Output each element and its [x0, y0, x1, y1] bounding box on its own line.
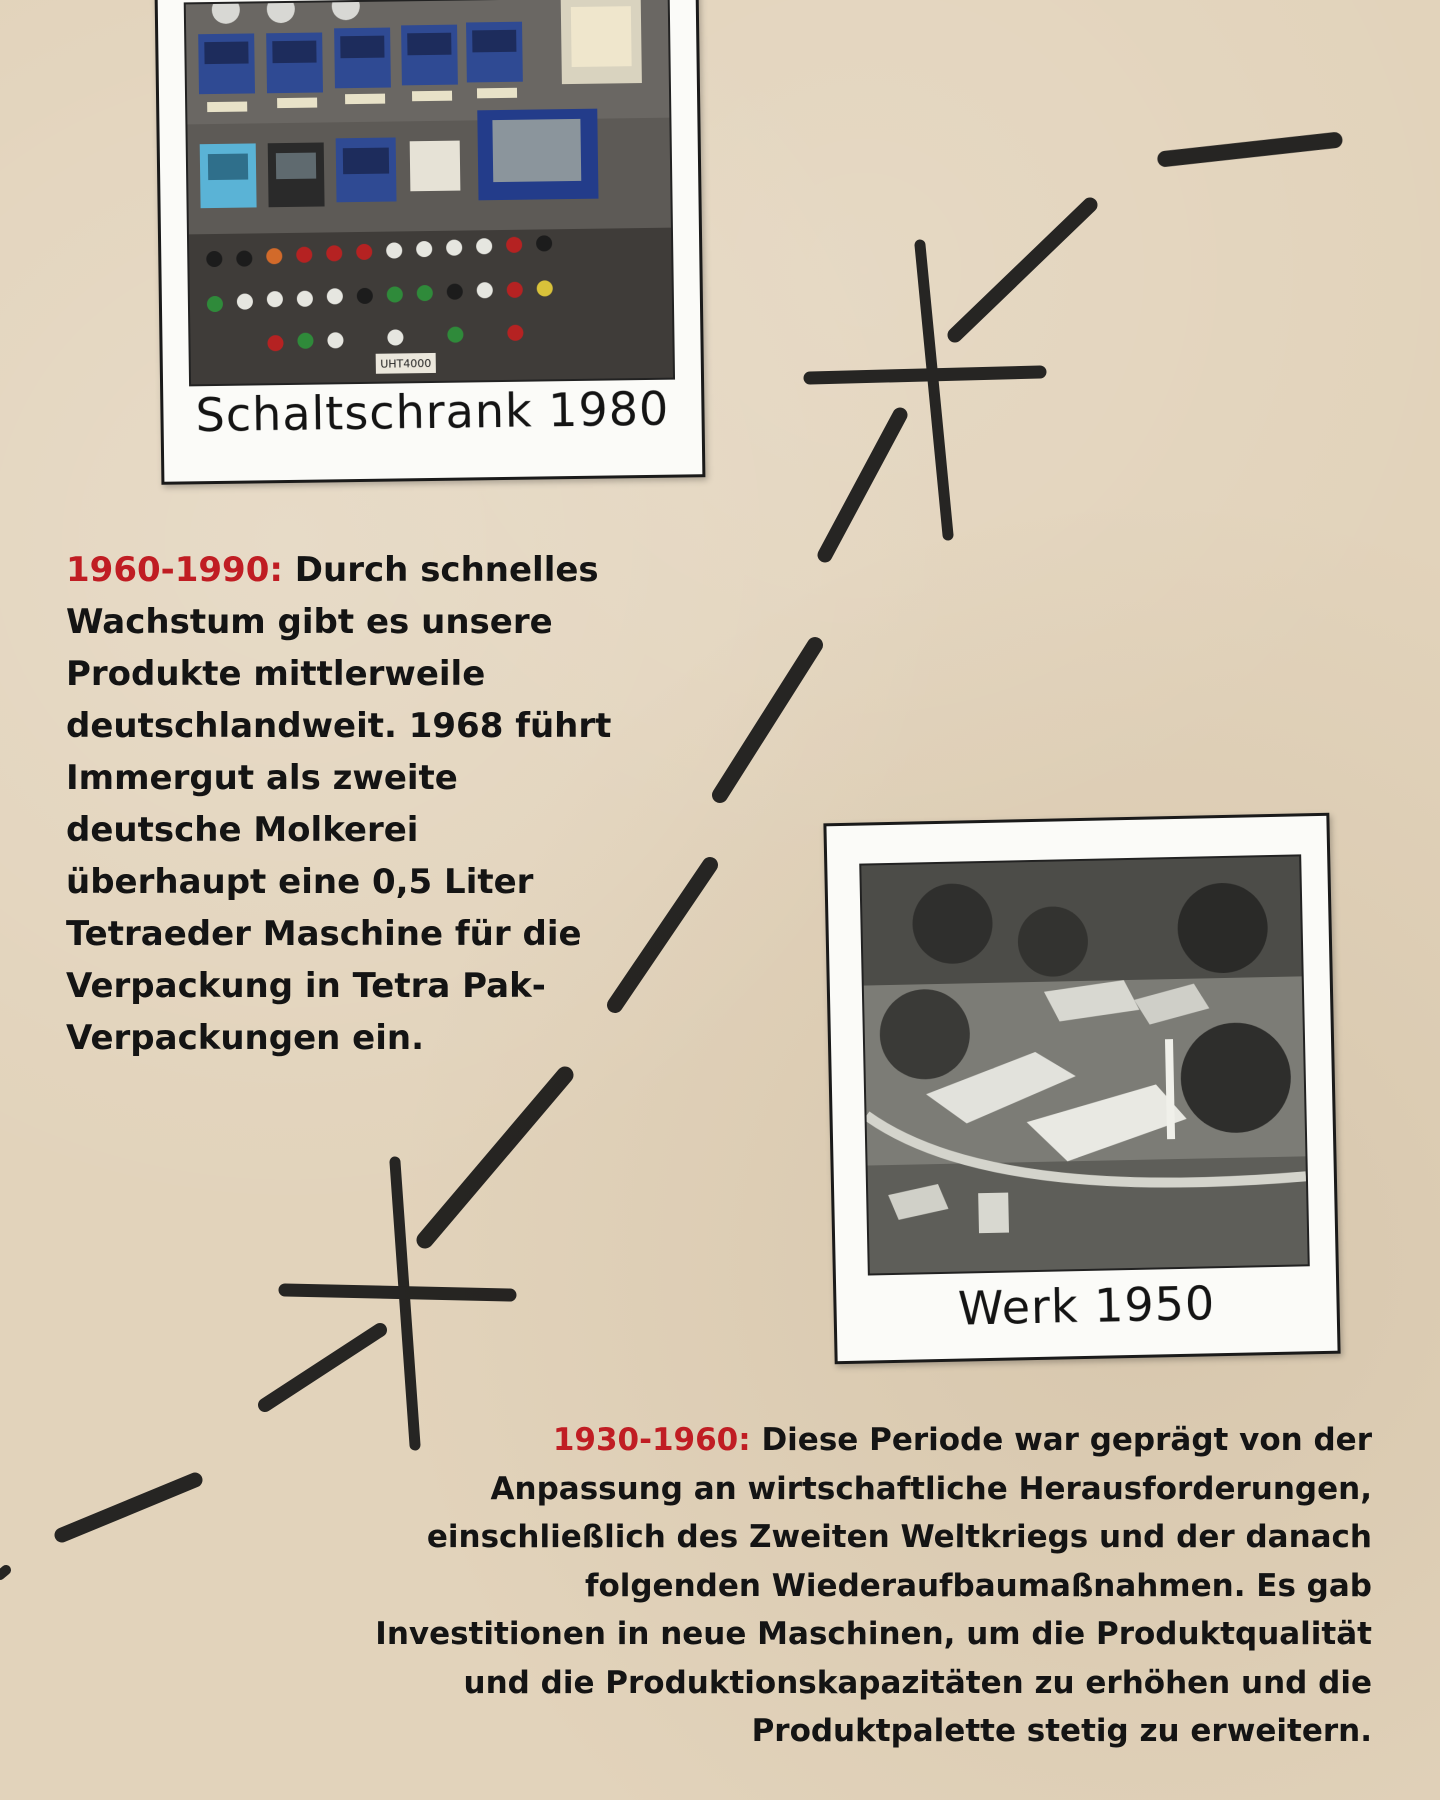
plant-image	[859, 854, 1310, 1275]
aerial-plant-illustration	[861, 856, 1307, 1273]
cross-mark-lower-h	[285, 1290, 510, 1295]
trail-dash	[0, 1570, 6, 1575]
trail-dash	[62, 1480, 195, 1535]
trail-dash	[825, 415, 900, 555]
timeline-text: Diese Periode war geprägt von der Anpassung an wirtschaftliche Herausforderungen, einschließlich des Zweiten Weltkriegs und der danach folgenden Wiederaufbaumaßnahmen. Es gab Investitionen in neue Maschinen, um die Produktqualität und die Produktionskapazitäten zu erhöhen und die Produktpalette stetig zu erweitern.	[375, 1422, 1372, 1749]
trail-dash	[1165, 135, 1334, 164]
timeline-text: Durch schnelles Wachstum gibt es unsere Produkte mittlerweile deutschlandweit. 1968 führt Immergut als zweite deutsche Molkerei überhaupt eine 0,5 Liter Tetraeder Maschine für die Verpackung in Tetra Pak-Verpackungen ein.	[66, 550, 612, 1058]
timeline-years: 1960-1990:	[66, 550, 283, 590]
plant-caption: Werk 1950	[957, 1276, 1216, 1336]
control-cabinet-photo	[155, 0, 706, 485]
trail-dash	[615, 865, 710, 1005]
trail-dash	[955, 205, 1090, 335]
cross-mark-upper-v	[920, 245, 948, 535]
control-cabinet-image	[184, 0, 675, 386]
control-cabinet-caption: Schaltschrank 1980	[195, 381, 670, 443]
trail-dash	[425, 1075, 565, 1240]
panel-label: UHT4000	[380, 356, 432, 371]
trail-dash	[720, 645, 815, 795]
cross-mark-upper-h	[810, 372, 1040, 378]
control-panel-illustration	[186, 0, 673, 384]
timeline-entry-1930-1960	[360, 1416, 1372, 1756]
cross-mark-lower-v	[395, 1162, 415, 1445]
plant-photo	[823, 813, 1340, 1364]
timeline-years: 1930-1960:	[552, 1422, 751, 1458]
timeline-entry-1960-1990	[66, 544, 626, 1064]
trail-dash	[265, 1330, 380, 1405]
